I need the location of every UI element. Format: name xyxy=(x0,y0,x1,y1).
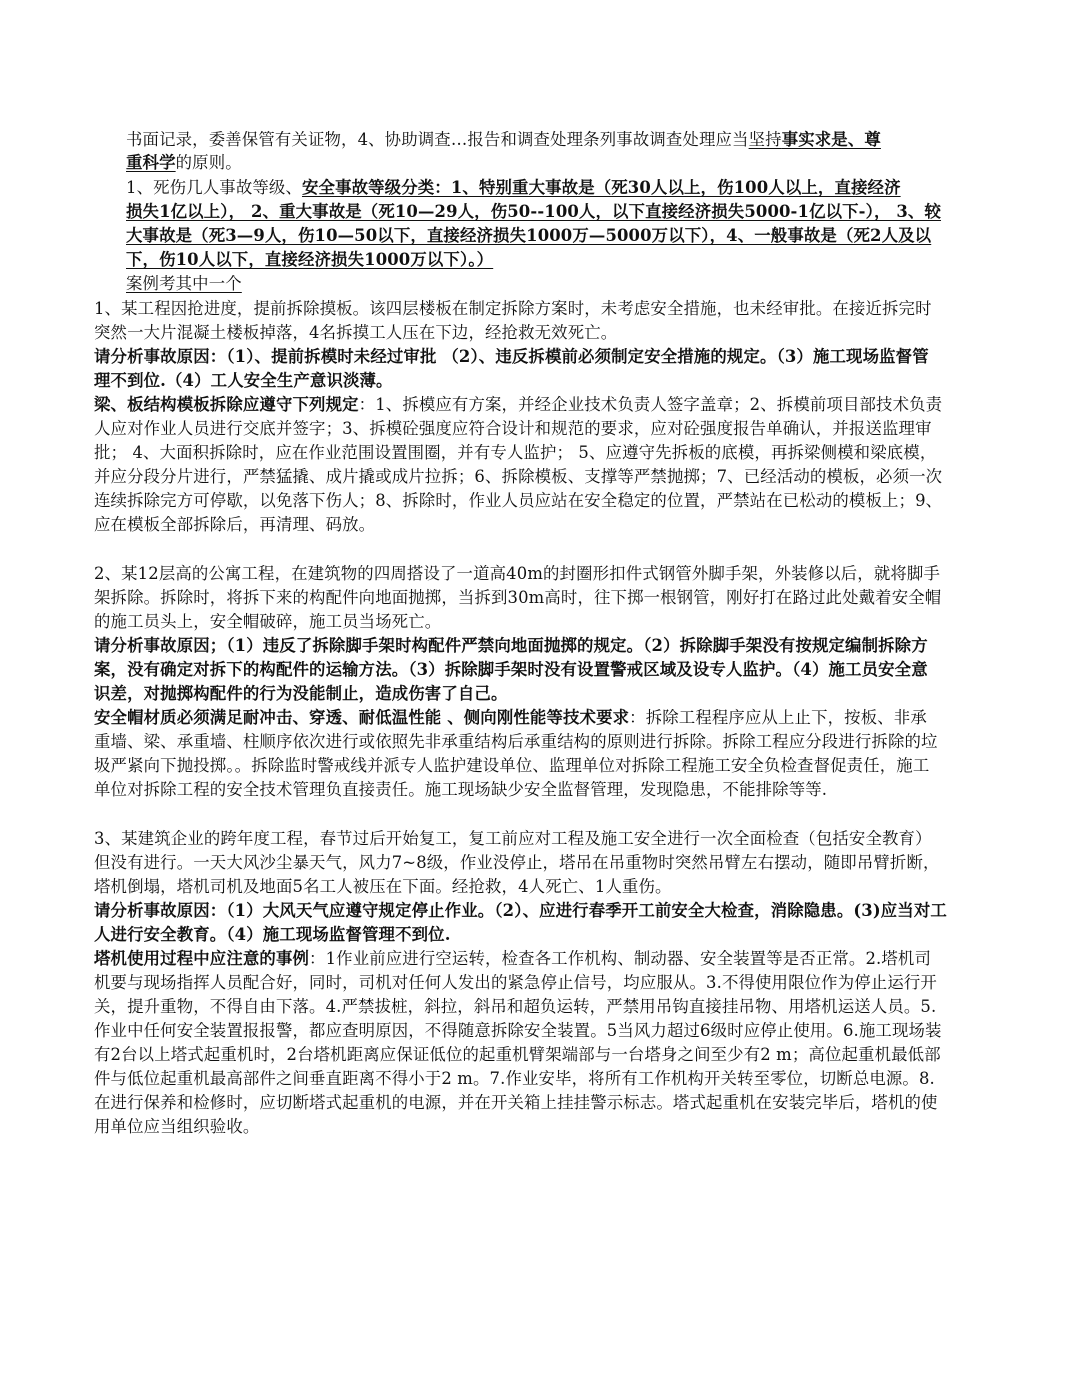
case1-rules-line-1 xyxy=(94,393,942,416)
case3-line-1: 3、某建筑企业的跨年度工程，春节过后开始复工，复工前应对工程及施工安全进行一次全面检查（包括安全教育） xyxy=(94,829,932,848)
case1-rules-heading: 梁、板结构模板拆除应遵守下列规定 xyxy=(94,395,359,414)
case3-rules-text: ：1作业前应进行空运转，检查各工作机构、制动器、安全装置等是否正常。2.塔机司 xyxy=(309,949,932,968)
case2-line-1: 2、某12层高的公寓工程，在建筑物的四周搭设了一道高40m的封圈形扣件式钢管外脚手架，外装修以后，就将脚手 xyxy=(94,564,940,583)
case2-rules-line-2: 重墙、梁、承重墙、柱顺序依次进行或依照先非承重结构后承重结构的原则进行拆除。拆除工程应分段进行拆除的垃 xyxy=(94,732,938,751)
case2-line-2: 架拆除。拆除时，将拆下来的构配件向地面抛掷，当拆到30m高时，往下掷一根钢管，刚好打在路过此处戴着安全帽 xyxy=(94,588,942,607)
case2-rules-heading: 安全帽材质必须满足耐冲击、穿透、耐低温性能 、侧向刚性能等技术要求 xyxy=(94,708,630,727)
intro-line-7: 案例考其中一个 xyxy=(126,274,242,293)
case3-analysis-line-1: 请分析事故原因：（1）大风天气应遵守规定停止作业。（2）、应进行春季开工前安全大检查，消除隐患。(3)应当对工 xyxy=(94,901,947,920)
intro-bold-underlined-text: 重科学 xyxy=(126,153,176,172)
intro-line-5: 大事故是（死3—9人，伤10—50以下，直接经济损失1000万—5000万以下），4、一般事故是（死2人及以 xyxy=(126,226,932,245)
intro-line-2 xyxy=(126,151,242,174)
case2-rules-line-3: 圾严紧向下抛投掷。。拆除监时警戒线并派专人监护建设单位、监理单位对拆除工程施工安全负检查督促责任，施工 xyxy=(94,756,930,775)
case3-rules-line-7: 在进行保养和检修时，应切断塔式起重机的电源，并在开关箱上挂挂警示标志。塔式起重机在安装完毕后，塔机的使 xyxy=(94,1093,938,1112)
intro-bold-underlined-text: 事实求是、尊 xyxy=(781,130,881,149)
case1-rules-line-4: 并应分段分片进行，严禁猛撬、成片撬或成片拉拆；6、拆除模板、支撑等严禁抛掷；7、已经活动的模板，必须一次 xyxy=(94,467,943,486)
case3-line-2: 但没有进行。一天大风沙尘暴天气，风力7~8级，作业没停止，塔吊在吊重物时突然吊臂左右摆动，随即吊臂折断， xyxy=(94,853,940,872)
case3-rules-line-6: 件与低位起重机最高部件之间垂直距离不得小于2 m。7.作业安毕，将所有工作机构开关转至零位，切断总电源。8. xyxy=(94,1069,935,1088)
intro-text: 1、死伤几人事故等级、 xyxy=(126,178,302,197)
intro-text: 的原则。 xyxy=(175,153,242,172)
case1-analysis-line-1: 请分析事故原因：（1）、提前拆模时未经过审批 （2）、违反拆模前必须制定安全措施的规定。（3）施工现场监督管 xyxy=(94,347,929,366)
case3-line-3: 塔机倒塌，塔机司机及地面5名工人被压在下面。经抢救，4人死亡、1人重伤。 xyxy=(94,877,672,896)
case1-rules-line-6: 应在模板全部拆除后，再清理、码放。 xyxy=(94,515,376,534)
case1-analysis-line-2: 理不到位.（4）工人安全生产意识淡薄。 xyxy=(94,371,393,390)
case3-rules-line-2: 机要与现场指挥人员配合好，同时，司机对任何人发出的紧急停止信号，均应服从。3.不得使用限位作为停止运行开 xyxy=(94,973,937,992)
case2-line-3: 的施工员头上，安全帽破碎，施工员当场死亡。 xyxy=(94,612,442,631)
case3-rules-line-8: 用单位应当组织验收。 xyxy=(94,1117,260,1136)
case2-analysis-line-1: 请分析事故原因；（1）违反了拆除脚手架时构配件严禁向地面抛掷的规定。（2）拆除脚手架没有按规定编制拆除方 xyxy=(94,636,928,655)
case2-analysis-line-3: 识差，对抛掷构配件的行为没能制止，造成伤害了自己。 xyxy=(94,684,508,703)
case3-rules-line-5: 有2台以上塔式起重机时，2台塔机距离应保证低位的起重机臂架端部与一台塔身之间至少有2 m；高位起重机最低部 xyxy=(94,1045,941,1064)
intro-line-1 xyxy=(126,128,881,151)
case1-rules-line-2: 人应对作业人员进行交底并签字；3、拆模砼强度应符合设计和规范的要求，应对砼强度报告单确认，并报送监理审 xyxy=(94,419,932,438)
intro-line-3 xyxy=(126,176,901,199)
intro-line-6: 下，伤10人以下，直接经济损失1000万以下）。） xyxy=(126,250,494,269)
case2-rules-text: ：拆除工程程序应从上止下，按板、非承 xyxy=(629,708,927,727)
case2-rules-line-4: 单位对拆除工程的安全技术管理负直接责任。施工现场缺少安全监督管理，发现隐患，不能排除等等. xyxy=(94,780,828,799)
accident-level-heading: 安全事故等级分类：1、特别重大事故是（死30人以上，伤100人以上，直接经济 xyxy=(301,178,901,197)
case3-rules-heading: 塔机使用过程中应注意的事例 xyxy=(94,949,310,968)
case3-rules-line-4: 作业中任何安全装置报报警，都应查明原因，不得随意拆除安全装置。5当风力超过6级时应停止使用。6.施工现场装 xyxy=(94,1021,942,1040)
case3-rules-line-3: 关，提升重物，不得自由下落。4.严禁拔桩，斜拉，斜吊和超负运转，严禁用吊钩直接挂吊物、用塔机运送人员。5. xyxy=(94,997,937,1016)
case3-analysis-line-2: 人进行安全教育。（4）施工现场监督管理不到位. xyxy=(94,925,451,944)
case3-rules-line-1 xyxy=(94,947,931,970)
case1-rules-line-5: 连续拆除完方可停歇，以免落下伤人；8、拆除时，作业人员应站在安全稳定的位置，严禁站在已松动的模板上；9、 xyxy=(94,491,943,510)
intro-underlined-text: 坚持 xyxy=(748,130,782,149)
intro-line-4: 损失1亿以上）， 2、重大事故是（死10—29人，伤50--100人，以下直接经济损失5000-1亿以下-）， 3、较 xyxy=(126,202,942,221)
intro-text: 书面记录，委善保管有关证物，4、协助调查…报告和调查处理条列事故调查处理应当 xyxy=(126,130,749,149)
case2-rules-line-1 xyxy=(94,706,927,729)
case1-rules-text: ：1、拆模应有方案，并经企业技术负责人签字盖章；2、拆模前项目部技术负责 xyxy=(358,395,943,414)
case1-line-1: 1、某工程因抢进度，提前拆除摸板。该四层楼板在制定拆除方案时，未考虑安全措施，也未经审批。在接近拆完时 xyxy=(94,299,932,318)
case1-rules-line-3: 批； 4、大面积拆除时，应在作业范围设置围圈，并有专人监护； 5、应遵守先拆板的底模，再拆梁侧模和梁底模， xyxy=(94,443,937,462)
case2-analysis-line-2: 案，没有确定对拆下的构配件的运输方法。（3）拆除脚手架时没有设置警戒区域及设专人监护。（4）施工员安全意 xyxy=(94,660,928,679)
case1-line-2: 突然一大片混凝土楼板掉落，4名拆摸工人压在下边，经抢救无效死亡。 xyxy=(94,323,618,342)
